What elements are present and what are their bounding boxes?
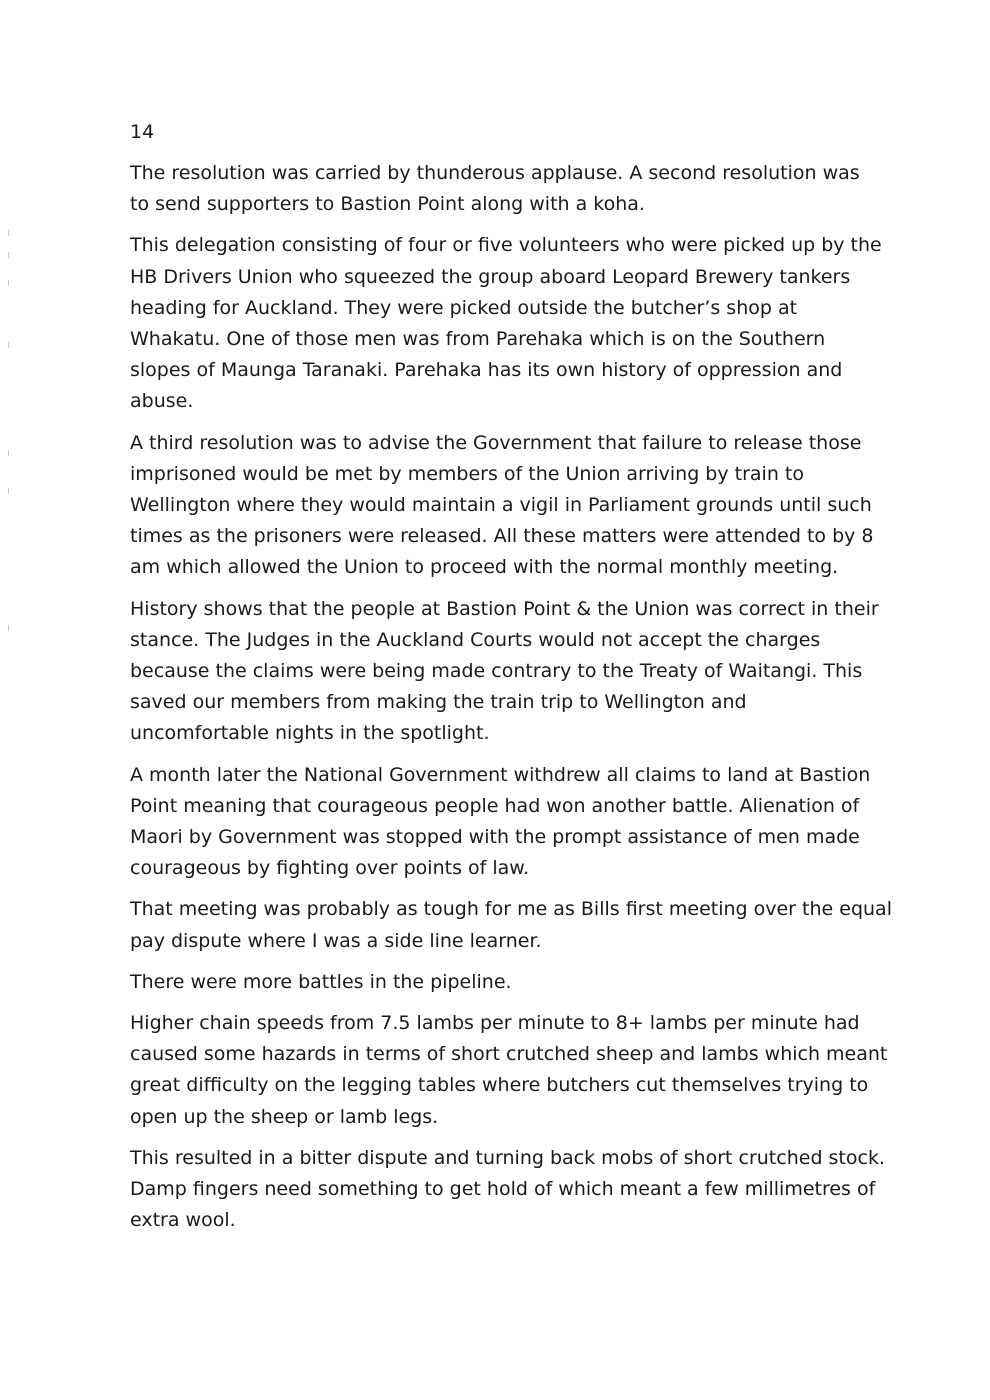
text-line: because the claims were being made contrary to the Treaty of Waitangi. This bbox=[130, 660, 863, 683]
text-line: Wellington where they would maintain a vigil in Parliament grounds until such bbox=[130, 494, 872, 517]
text-line: great difficulty on the legging tables where butchers cut themselves trying to bbox=[130, 1074, 869, 1097]
text-line: A month later the National Government withdrew all claims to land at Bastion bbox=[130, 763, 871, 786]
paragraph bbox=[130, 967, 890, 998]
text-line: A third resolution was to advise the Government that failure to release those bbox=[130, 431, 862, 454]
text-line: pay dispute where I was a side line learner. bbox=[130, 929, 542, 952]
text-line: to send supporters to Bastion Point along with a koha. bbox=[130, 193, 645, 216]
paragraph bbox=[130, 158, 890, 220]
text-line: am which allowed the Union to proceed with the normal monthly meeting. bbox=[130, 556, 839, 579]
text-line: This delegation consisting of four or five volunteers who were picked up by the bbox=[130, 234, 882, 257]
text-line: Point meaning that courageous people had won another battle. Alienation of bbox=[130, 794, 860, 817]
text-line: imprisoned would be met by members of the Union arriving by train to bbox=[130, 462, 804, 485]
paragraph bbox=[130, 230, 890, 417]
text-line: Maori by Government was stopped with the prompt assistance of men made bbox=[130, 826, 860, 849]
text-line: uncomfortable nights in the spotlight. bbox=[130, 722, 490, 745]
text-line: stance. The Judges in the Auckland Courts would not accept the charges bbox=[130, 628, 821, 651]
text-line: Whakatu. One of those men was from Parehaka which is on the Southern bbox=[130, 328, 826, 351]
paragraph bbox=[130, 594, 890, 750]
text-line: History shows that the people at Bastion Point & the Union was correct in their bbox=[130, 597, 879, 620]
paragraph bbox=[130, 1143, 890, 1237]
text-line: open up the sheep or lamb legs. bbox=[130, 1105, 439, 1128]
text-line: abuse. bbox=[130, 390, 194, 413]
text-line: saved our members from making the train trip to Wellington and bbox=[130, 691, 747, 714]
text-line: extra wool. bbox=[130, 1209, 236, 1232]
paragraph bbox=[130, 1008, 890, 1133]
text-line: Higher chain speeds from 7.5 lambs per minute to 8+ lambs per minute had bbox=[130, 1012, 860, 1035]
text-line: There were more battles in the pipeline. bbox=[130, 970, 512, 993]
text-line: caused some hazards in terms of short crutched sheep and lambs which meant bbox=[130, 1043, 888, 1066]
text-line: That meeting was probably as tough for me as Bills first meeting over the equal bbox=[130, 898, 892, 921]
paragraph bbox=[130, 894, 890, 956]
scan-margin-marks bbox=[8, 230, 10, 650]
text-line: slopes of Maunga Taranaki. Parehaka has its own history of oppression and bbox=[130, 359, 843, 382]
text-line: heading for Auckland. They were picked outside the butcher’s shop at bbox=[130, 296, 798, 319]
text-line: HB Drivers Union who squeezed the group aboard Leopard Brewery tankers bbox=[130, 265, 851, 288]
page-number: 14 bbox=[130, 121, 155, 143]
paragraph bbox=[130, 760, 890, 885]
text-line: times as the prisoners were released. All these matters were attended to by 8 bbox=[130, 525, 874, 548]
text-line: Damp fingers need something to get hold of which meant a few millimetres of bbox=[130, 1178, 876, 1201]
text-line: courageous by fighting over points of law. bbox=[130, 857, 530, 880]
text-line: This resulted in a bitter dispute and turning back mobs of short crutched stock. bbox=[130, 1146, 885, 1169]
document-body bbox=[130, 158, 890, 1247]
text-line: The resolution was carried by thunderous applause. A second resolution was bbox=[130, 162, 860, 184]
paragraph bbox=[130, 428, 890, 584]
